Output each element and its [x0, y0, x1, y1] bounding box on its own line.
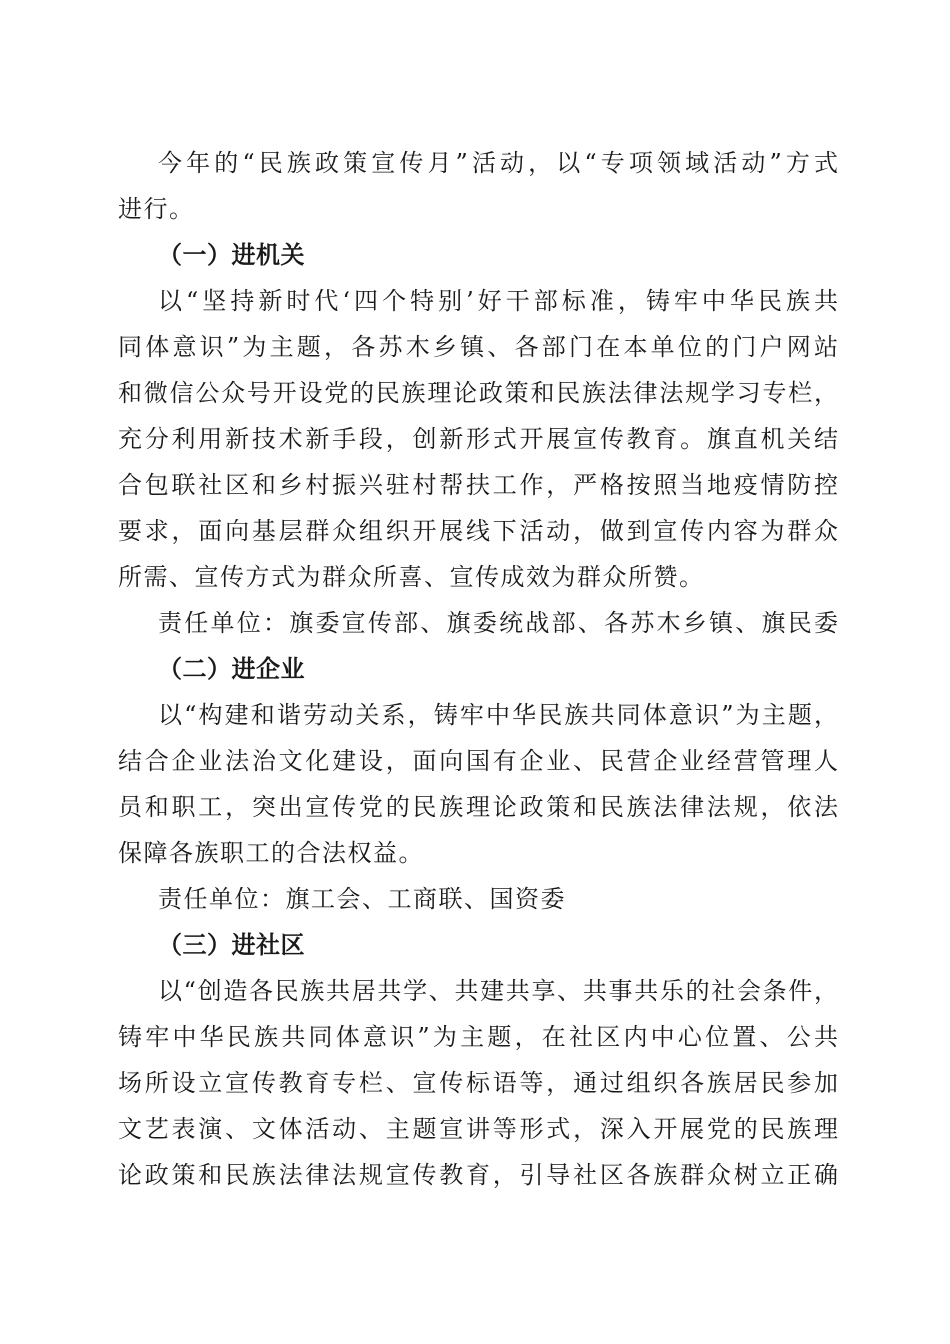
paragraph-line: 场所设立宣传教育专栏、宣传标语等，通过组织各族居民参加: [118, 1069, 838, 1097]
paragraph-line: 以“构建和谐劳动关系，铸牢中华民族共同体意识”为主题，: [158, 701, 838, 729]
section-heading: （一）进机关: [158, 240, 305, 269]
paragraph-line: 今年的“民族政策宣传月”活动，以“专项领域活动”方式: [158, 149, 838, 177]
paragraph-line: 结合企业法治文化建设，面向国有企业、民营企业经营管理人: [118, 747, 838, 775]
paragraph-line: 以“坚持新时代‘四个特别’好干部标准，铸牢中华民族共: [158, 287, 838, 315]
paragraph-line: 进行。: [118, 195, 195, 223]
paragraph-line: 合包联社区和乡村振兴驻村帮扶工作，严格按照当地疫情防控: [118, 471, 838, 499]
paragraph-line: 所需、宣传方式为群众所喜、宣传成效为群众所赞。: [118, 563, 705, 591]
section-heading: （二）进企业: [158, 654, 305, 683]
responsible-units: 责任单位：旗工会、工商联、国资委: [158, 885, 566, 913]
paragraph-line: 以“创造各民族共居共学、共建共享、共事共乐的社会条件，: [158, 977, 838, 1005]
paragraph-line: 充分利用新技术新手段，创新形式开展宣传教育。旗直机关结: [118, 425, 838, 453]
paragraph-line: 文艺表演、文体活动、主题宣讲等形式，深入开展党的民族理: [118, 1115, 838, 1143]
paragraph-line: 要求，面向基层群众组织开展线下活动，做到宣传内容为群众: [118, 517, 838, 545]
paragraph-line: 同体意识”为主题，各苏木乡镇、各部门在本单位的门户网站: [118, 333, 838, 361]
paragraph-line: 铸牢中华民族共同体意识”为主题，在社区内中心位置、公共: [118, 1023, 838, 1051]
responsible-units: 责任单位：旗委宣传部、旗委统战部、各苏木乡镇、旗民委: [158, 609, 838, 637]
paragraph-line: 保障各族职工的合法权益。: [118, 839, 424, 867]
paragraph-line: 论政策和民族法律法规宣传教育，引导社区各族群众树立正确: [118, 1161, 838, 1189]
paragraph-line: 员和职工，突出宣传党的民族理论政策和民族法律法规，依法: [118, 793, 838, 821]
section-heading: （三）进社区: [158, 930, 305, 959]
paragraph-line: 和微信公众号开设党的民族理论政策和民族法律法规学习专栏，: [118, 379, 838, 407]
